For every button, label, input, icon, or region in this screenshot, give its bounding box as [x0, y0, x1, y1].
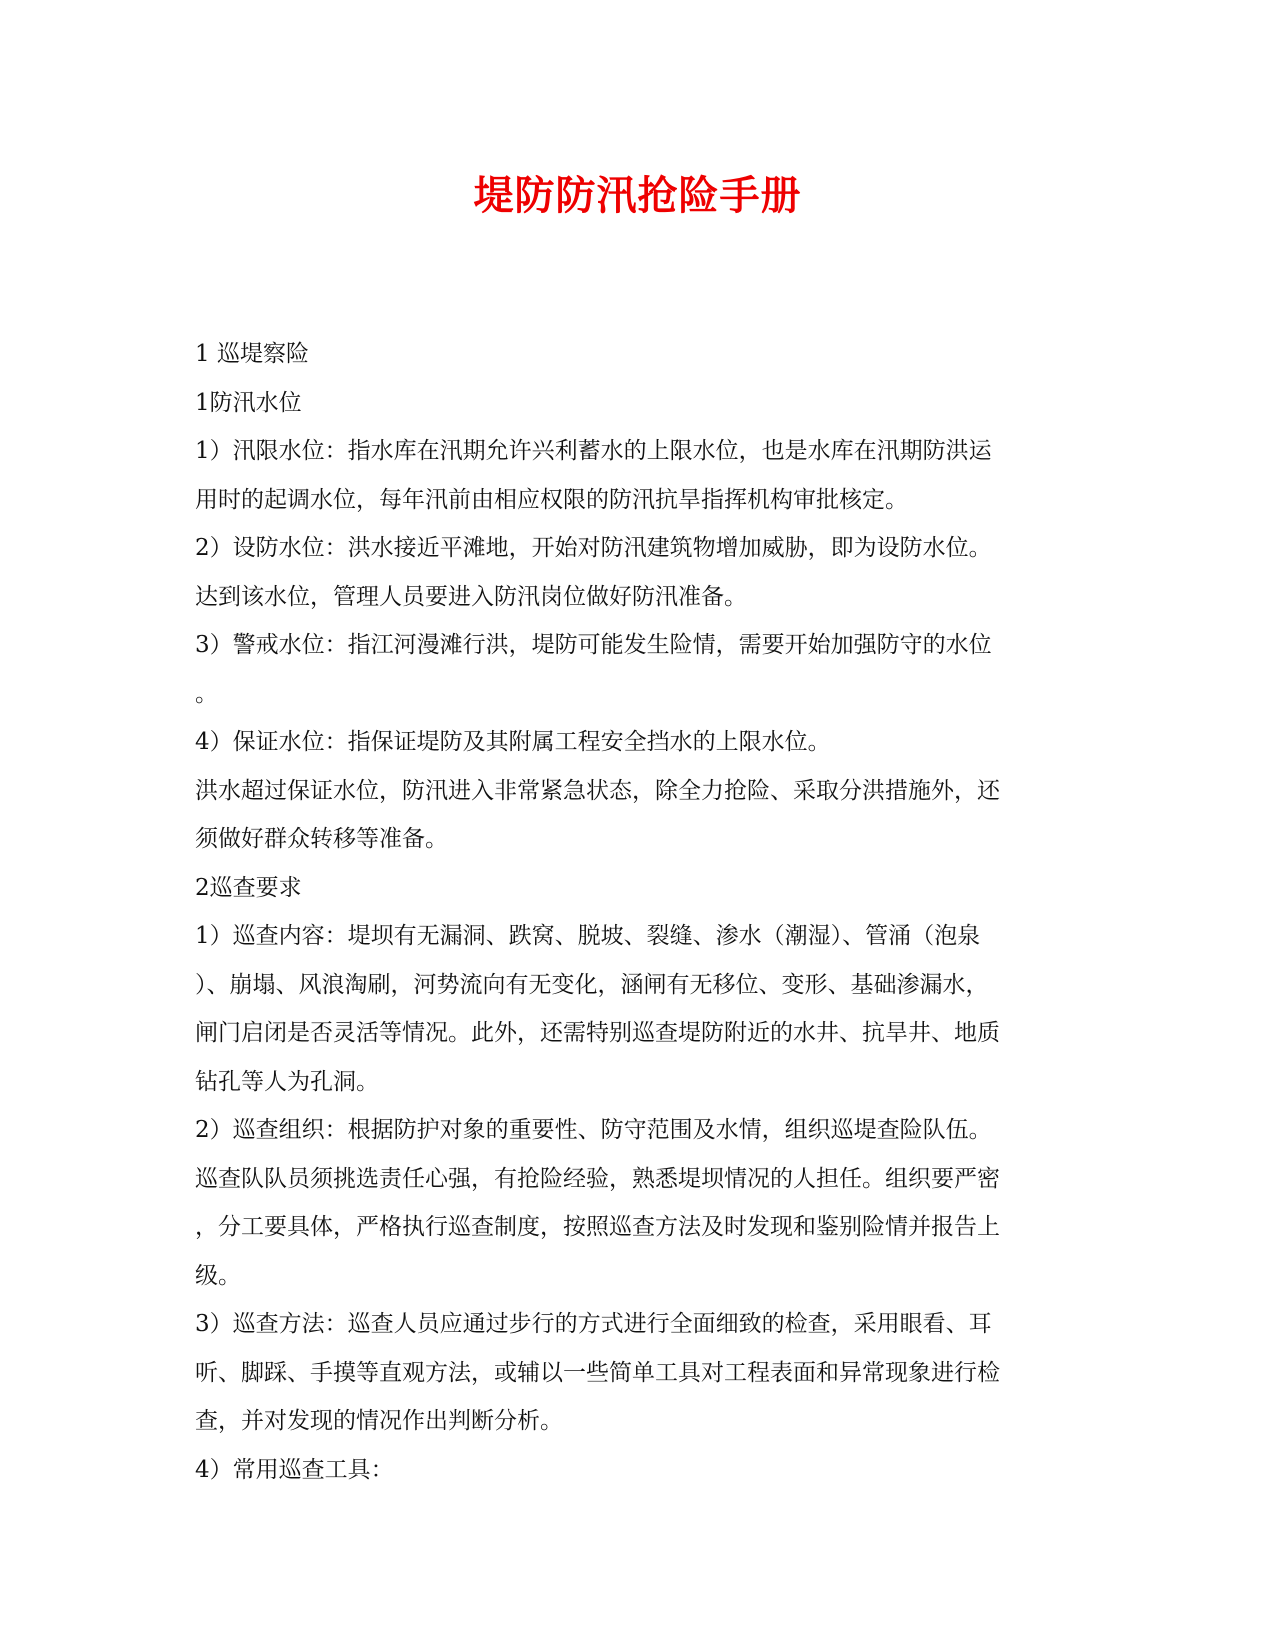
text-line: 1）汛限水位：指水库在汛期允许兴利蓄水的上限水位，也是水库在汛期防洪运 — [195, 438, 992, 464]
text-line: 级。 — [195, 1262, 241, 1289]
text-line: 1）巡查内容：堤坝有无漏洞、跌窝、脱坡、裂缝、渗水（潮湿）、管涌（泡泉 — [195, 923, 981, 949]
text-line: 1防汛水位 — [195, 389, 302, 416]
document-body — [195, 330, 1080, 1494]
text-line: 3）警戒水位：指江河漫滩行洪，堤防可能发生险情，需要开始加强防守的水位 — [195, 632, 992, 658]
document-title: 堤防防汛抢险手册 — [473, 172, 802, 219]
text-line: 达到该水位，管理人员要进入防汛岗位做好防汛准备。 — [195, 583, 747, 610]
text-line: 巡查队队员须挑选责任心强，有抢险经验，熟悉堤坝情况的人担任。组织要严密 — [195, 1165, 1000, 1192]
text-line: 须做好群众转移等准备。 — [195, 826, 448, 852]
text-line: 。 — [195, 680, 218, 707]
text-line: ）、崩塌、风浪淘刷，河势流向有无变化，涵闸有无移位、变形、基础渗漏水， — [195, 971, 989, 998]
text-line: 2）设防水位：洪水接近平滩地，开始对防汛建筑物增加威胁，即为设防水位。 — [195, 535, 992, 561]
text-line: 用时的起调水位，每年汛前由相应权限的防汛抗旱指挥机构审批核定。 — [195, 486, 908, 513]
text-line: 1 巡堤察险 — [195, 341, 309, 367]
text-line: 4）保证水位：指保证堤防及其附属工程安全挡水的上限水位。 — [195, 729, 831, 755]
text-line: 听、脚踩、手摸等直观方法，或辅以一些简单工具对工程表面和异常现象进行检 — [195, 1359, 1000, 1386]
text-line: 2巡查要求 — [195, 874, 302, 901]
text-line: ，分工要具体，严格执行巡查制度，按照巡查方法及时发现和鉴别险情并报告上 — [195, 1214, 1000, 1240]
text-line: 钻孔等人为孔洞。 — [195, 1068, 379, 1095]
text-line: 3）巡查方法：巡查人员应通过步行的方式进行全面细致的检查，采用眼看、耳 — [195, 1311, 992, 1337]
text-line: 洪水超过保证水位，防汛进入非常紧急状态，除全力抢险、采取分洪措施外，还 — [195, 777, 1000, 804]
text-line: 2）巡查组织：根据防护对象的重要性、防守范围及水情，组织巡堤查险队伍。 — [195, 1117, 992, 1143]
text-line: 查，并对发现的情况作出判断分析。 — [195, 1408, 563, 1434]
text-line: 闸门启闭是否灵活等情况。此外，还需特别巡查堤防附近的水井、抗旱井、地质 — [195, 1020, 1000, 1046]
text-line: 4）常用巡查工具： — [195, 1456, 394, 1483]
